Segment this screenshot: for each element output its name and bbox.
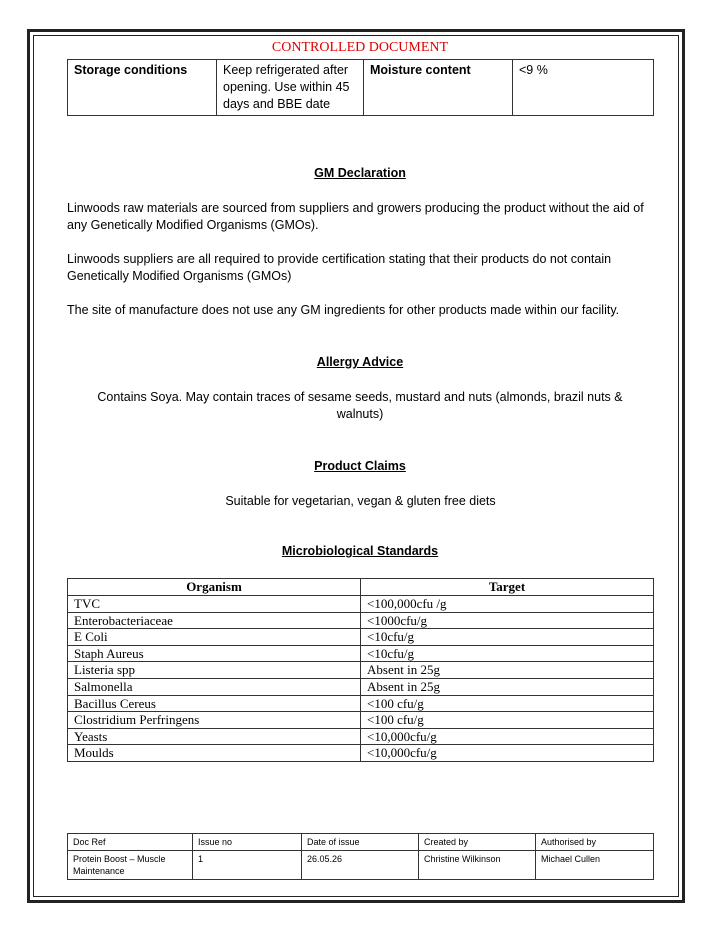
claims-text: Suitable for vegetarian, vegan & gluten free diets [225, 494, 496, 508]
organism-cell: Listeria spp [68, 662, 361, 679]
footer-label-row [68, 834, 654, 851]
moisture-value: <9 % [513, 60, 654, 116]
organism-cell: Clostridium Perfringens [68, 712, 361, 729]
organism-cell: Yeasts [68, 728, 361, 745]
organism-cell: Bacillus Cereus [68, 695, 361, 712]
gm-paragraph-1: Linwoods raw materials are sourced from suppliers and growers producing the product without the aid of any Genetically Modified Organisms (GMOs). [67, 201, 644, 232]
organism-cell: Moulds [68, 745, 361, 762]
target-cell: <100 cfu/g [361, 712, 654, 729]
table-row [68, 596, 654, 613]
target-cell: <10,000cfu/g [361, 745, 654, 762]
organism-column-header: Organism [68, 579, 361, 596]
table-row [68, 645, 654, 662]
gm-heading: GM Declaration [314, 166, 406, 180]
organism-cell: Staph Aureus [68, 645, 361, 662]
created-value: Christine Wilkinson [419, 851, 536, 880]
table-row [68, 745, 654, 762]
target-cell: <100 cfu/g [361, 695, 654, 712]
doc-ref-label: Doc Ref [68, 834, 193, 851]
table-row [68, 662, 654, 679]
target-cell: Absent in 25g [361, 662, 654, 679]
footer-table [67, 833, 654, 880]
claims-heading: Product Claims [314, 459, 406, 473]
micro-table [67, 578, 654, 762]
table-header-row [68, 579, 654, 596]
target-cell: <10cfu/g [361, 645, 654, 662]
authorised-value: Michael Cullen [536, 851, 654, 880]
gm-paragraph-3: The site of manufacture does not use any GM ingredients for other products made within our facility. [67, 303, 620, 317]
table-row [68, 728, 654, 745]
date-value: 26.05.26 [302, 851, 419, 880]
target-column-header: Target [361, 579, 654, 596]
target-cell: <100,000cfu /g [361, 596, 654, 613]
moisture-label: Moisture content [364, 60, 513, 116]
target-cell: <10cfu/g [361, 629, 654, 646]
issue-label: Issue no [193, 834, 302, 851]
authorised-label: Authorised by [536, 834, 654, 851]
target-cell: <10,000cfu/g [361, 728, 654, 745]
footer-value-row [68, 851, 654, 880]
table-row [68, 60, 654, 116]
doc-ref-value: Protein Boost – Muscle Maintenance [68, 851, 193, 880]
allergy-heading: Allergy Advice [316, 355, 404, 369]
controlled-document-label: CONTROLLED DOCUMENT [271, 40, 449, 55]
table-row [68, 678, 654, 695]
organism-cell: TVC [68, 596, 361, 613]
date-label: Date of issue [302, 834, 419, 851]
storage-label: Storage conditions [68, 60, 217, 116]
issue-value: 1 [193, 851, 302, 880]
allergy-text: Contains Soya. May contain traces of sesame seeds, mustard and nuts (almonds, brazil nuts & walnuts) [97, 390, 623, 421]
gm-paragraph-2: Linwoods suppliers are all required to provide certification stating that their products do not contain Genetically Modified Organisms (GMOs) [67, 252, 612, 283]
table-row [68, 612, 654, 629]
organism-cell: Salmonella [68, 678, 361, 695]
spec-table [67, 59, 654, 116]
micro-heading: Microbiological Standards [281, 544, 439, 558]
target-cell: <1000cfu/g [361, 612, 654, 629]
created-label: Created by [419, 834, 536, 851]
organism-cell: E Coli [68, 629, 361, 646]
table-row [68, 629, 654, 646]
storage-value: Keep refrigerated after opening. Use within 45 days and BBE date [217, 60, 364, 116]
table-row [68, 695, 654, 712]
target-cell: Absent in 25g [361, 678, 654, 695]
organism-cell: Enterobacteriaceae [68, 612, 361, 629]
table-row [68, 712, 654, 729]
